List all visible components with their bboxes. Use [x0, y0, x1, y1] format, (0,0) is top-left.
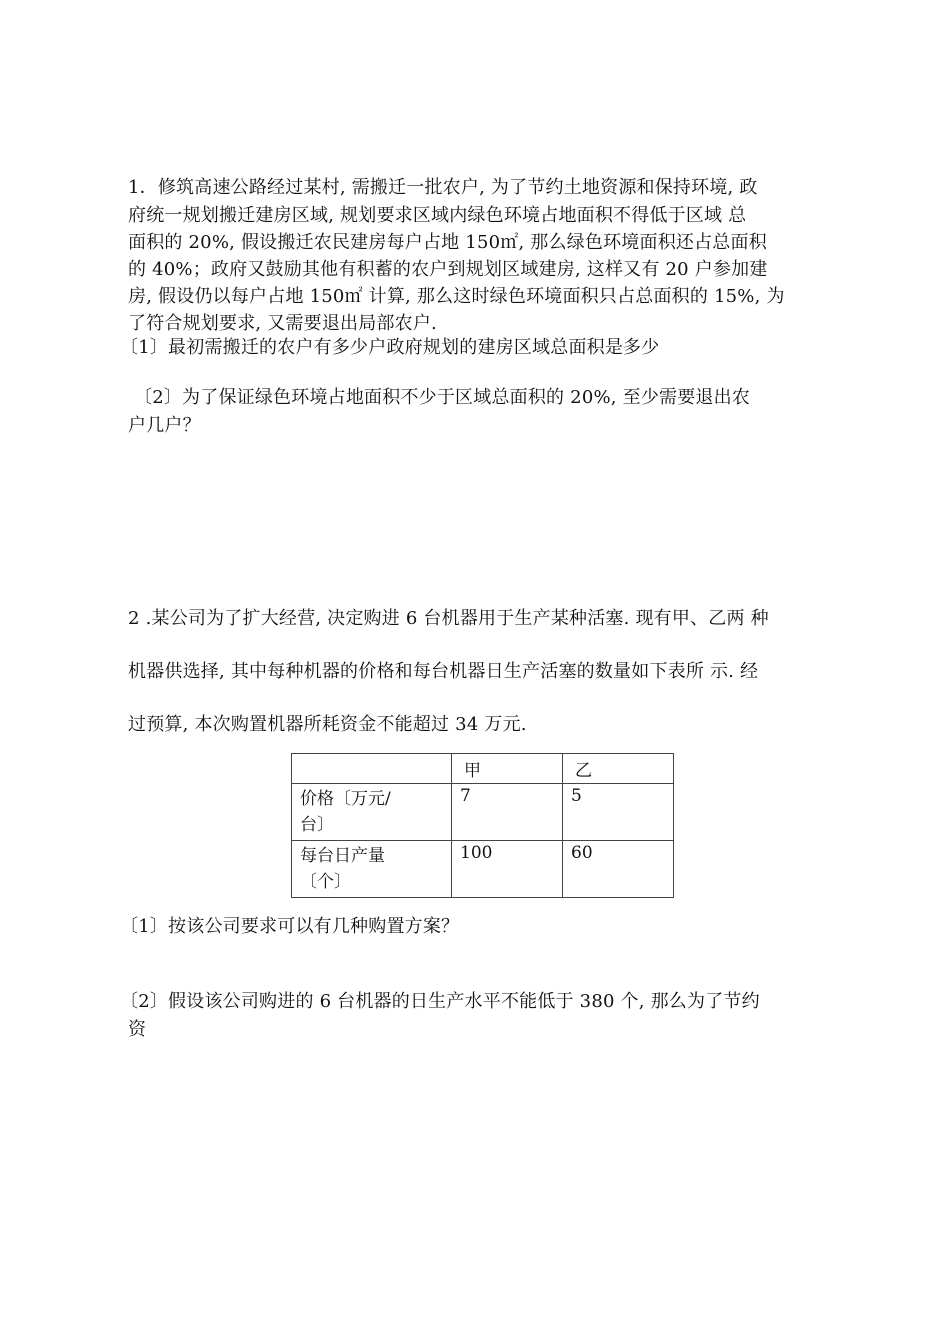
table-cell-yi-output: 60: [563, 841, 674, 898]
problem1-question-1: 〔1〕最初需搬迁的农户有多少户政府规划的建房区域总面积是多少: [120, 337, 660, 358]
machine-table: [291, 753, 674, 898]
table-row: [292, 784, 674, 841]
problem2-line-3: 过预算, 本次购置机器所耗资金不能超过 34 万元.: [128, 714, 527, 735]
table-row-label: [292, 841, 452, 898]
table-cell-jia-price: 7: [452, 784, 563, 841]
problem2-question-1: 〔1〕按该公司要求可以有几种购置方案？: [120, 916, 460, 937]
problem2-line-1: 2 .某公司为了扩大经营, 决定购进 6 台机器用于生产某种活塞. 现有甲、乙两 种: [128, 608, 769, 629]
problem2-question-2-line-2: 资: [128, 1019, 147, 1040]
table-row-label-line-2: 台〕: [300, 815, 334, 835]
table-cell-yi-price: 5: [563, 784, 674, 841]
problem1-line-1: 1．修筑高速公路经过某村, 需搬迁一批农户, 为了节约土地资源和保持环境, 政: [128, 177, 758, 198]
problem1-line-5: 房, 假设仍以每户占地 150㎡ 计算, 那么这时绿色环境面积只占总面积的 15%, 为: [128, 286, 785, 307]
table-header-empty: [292, 754, 452, 784]
problem1-question-2-line-2: 户几户？: [128, 415, 201, 436]
problem2-question-2-line-1: 〔2〕假设该公司购进的 6 台机器的日生产水平不能低于 380 个, 那么为了节约: [120, 991, 760, 1012]
table-header-row: [292, 754, 674, 784]
table-row-label: [292, 784, 452, 841]
problem1-line-2: 府统一规划搬迁建房区域, 规划要求区域内绿色环境占地面积不得低于区域 总: [128, 205, 747, 226]
table-header-yi: 乙: [563, 754, 674, 784]
table-row-label-line-2: 〔个〕: [300, 872, 351, 892]
problem1-question-2-line-1: 〔2〕为了保证绿色环境占地面积不少于区域总面积的 20%, 至少需要退出农: [134, 387, 751, 408]
problem1-line-6: 了符合规划要求, 又需要退出局部农户.: [128, 313, 437, 334]
problem1-line-3: 面积的 20%, 假设搬迁农民建房每户占地 150㎡, 那么绿色环境面积还占总面积: [128, 232, 767, 253]
table-row-label-line-1: 价格〔万元/: [300, 789, 391, 809]
table-row: [292, 841, 674, 898]
table-header-jia: 甲: [452, 754, 563, 784]
problem1-line-4: 的 40%；政府又鼓励其他有积蓄的农户到规划区域建房, 这样又有 20 户参加建: [128, 259, 768, 280]
problem2-line-2: 机器供选择, 其中每种机器的价格和每台机器日生产活塞的数量如下表所 示. 经: [128, 661, 759, 682]
table-cell-jia-output: 100: [452, 841, 563, 898]
table-row-label-line-1: 每台日产量: [300, 846, 385, 866]
